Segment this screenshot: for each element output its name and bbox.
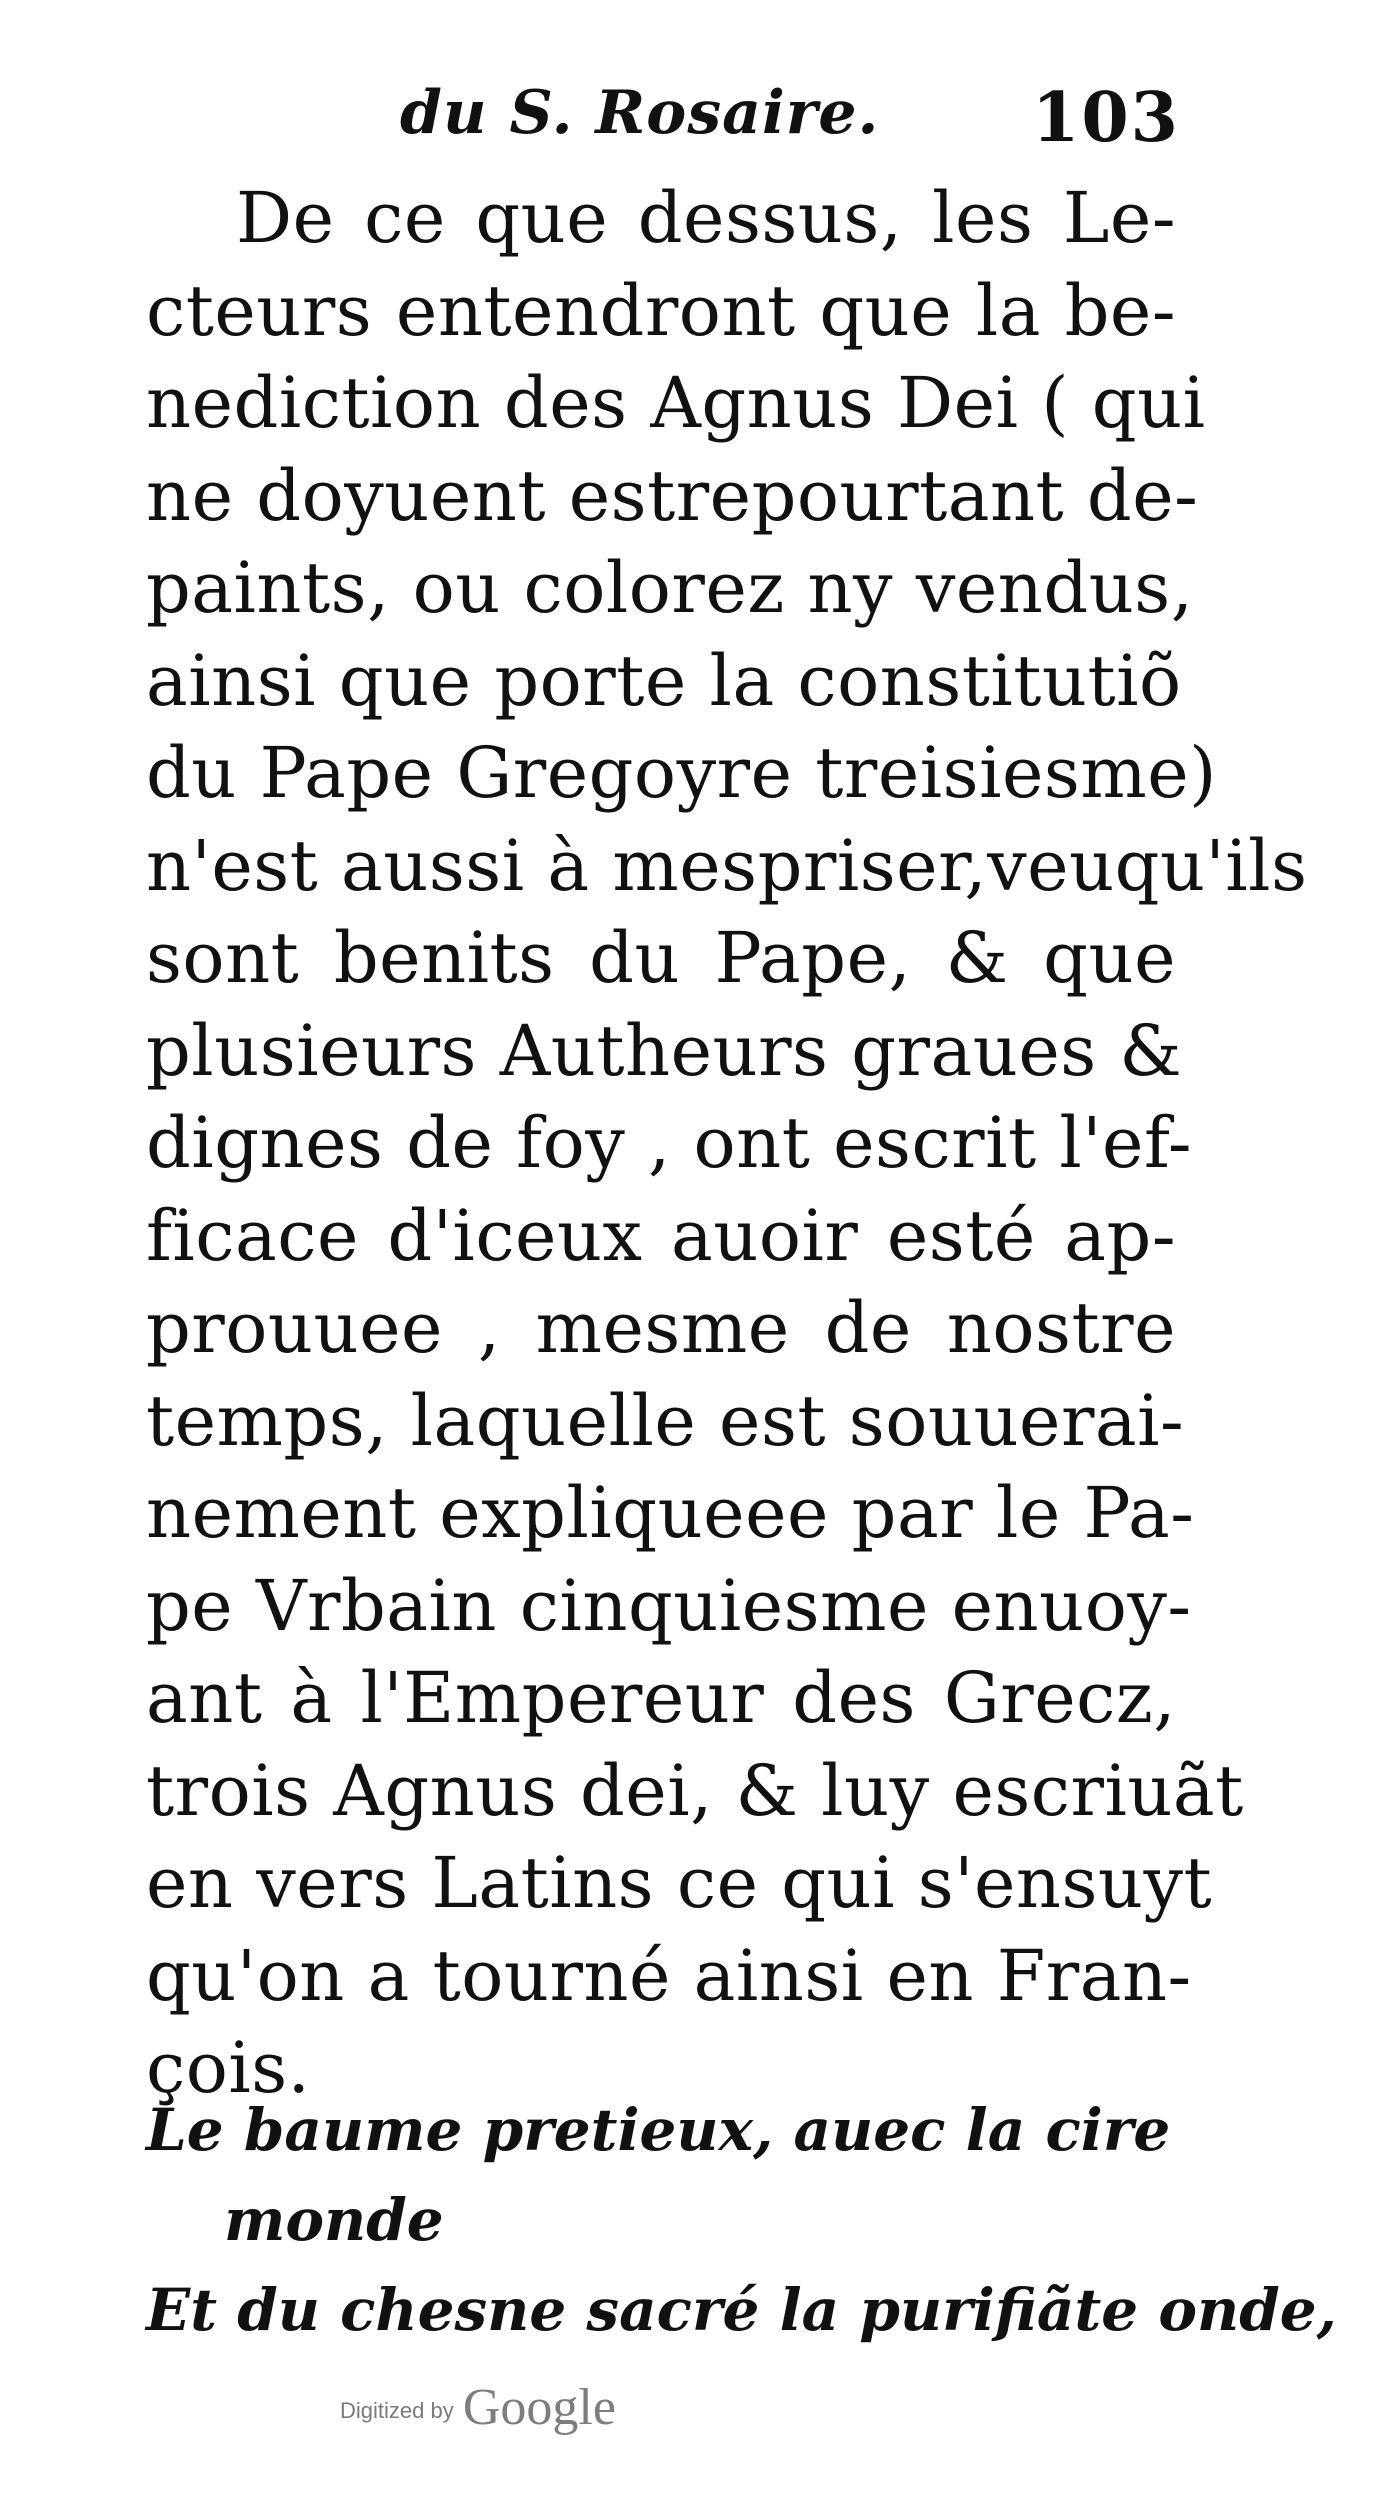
text-line: cteurs entendront que la be- — [146, 269, 1176, 352]
text-line: ne doyuent estrepourtant de- — [146, 454, 1199, 537]
text-line: n'est aussi à mespriser,veuqu'ils — [146, 824, 1308, 907]
digitization-footer — [340, 2378, 660, 2448]
running-head: du S. Rosaire. — [400, 78, 880, 148]
verse-line: monde — [224, 2186, 444, 2254]
text-line: plusieurs Autheurs graues & — [146, 1009, 1183, 1092]
text-line: qu'on a tourné ainsi en Fran- — [146, 1934, 1192, 2017]
text-line: nement expliqueee par le Pa- — [146, 1472, 1195, 1554]
text-line: trois Agnus dei, & luy escriuãt — [146, 1749, 1244, 1832]
text-line: paints, ou colorez ny vendus, — [146, 547, 1194, 629]
body-text — [146, 172, 1308, 2115]
text-line: en vers Latins ce qui s'ensuyt — [146, 1842, 1213, 1924]
text-line: ant à l'Empereur des Grecz, — [146, 1657, 1176, 1739]
verse-line: Le baume pretieux, auec la cire — [146, 2096, 1171, 2164]
text-line: temps, laquelle est souuerai- — [146, 1379, 1185, 1462]
text-line: prouuee , mesme de nostre — [146, 1287, 1176, 1369]
text-line: ficace d'iceux auoir esté ap- — [146, 1194, 1176, 1277]
text-line: pe Vrbain cinquiesme enuoy- — [146, 1564, 1192, 1647]
text-line: nediction des Agnus Dei ( qui — [146, 362, 1206, 444]
google-logo: Google — [462, 2379, 616, 2436]
text-line: sont benits du Pape, & que — [146, 917, 1176, 999]
digitized-by-label: Digitized by — [340, 2398, 454, 2423]
text-line: De ce que dessus, les Le- — [236, 177, 1176, 259]
page-header — [400, 78, 1180, 168]
verse-line: Et du chesne sacré la purifiãte onde, — [146, 2276, 1337, 2344]
text-line: ainsi que porte la constitutiõ — [146, 639, 1182, 722]
verse-block — [146, 2085, 1337, 2355]
text-line: dignes de foy , ont escrit l'ef- — [146, 1102, 1193, 1184]
text-line: du Pape Gregoyre treisiesme) — [146, 732, 1217, 814]
text-line: çois. — [146, 2027, 311, 2109]
page-number: 103 — [1032, 78, 1180, 158]
